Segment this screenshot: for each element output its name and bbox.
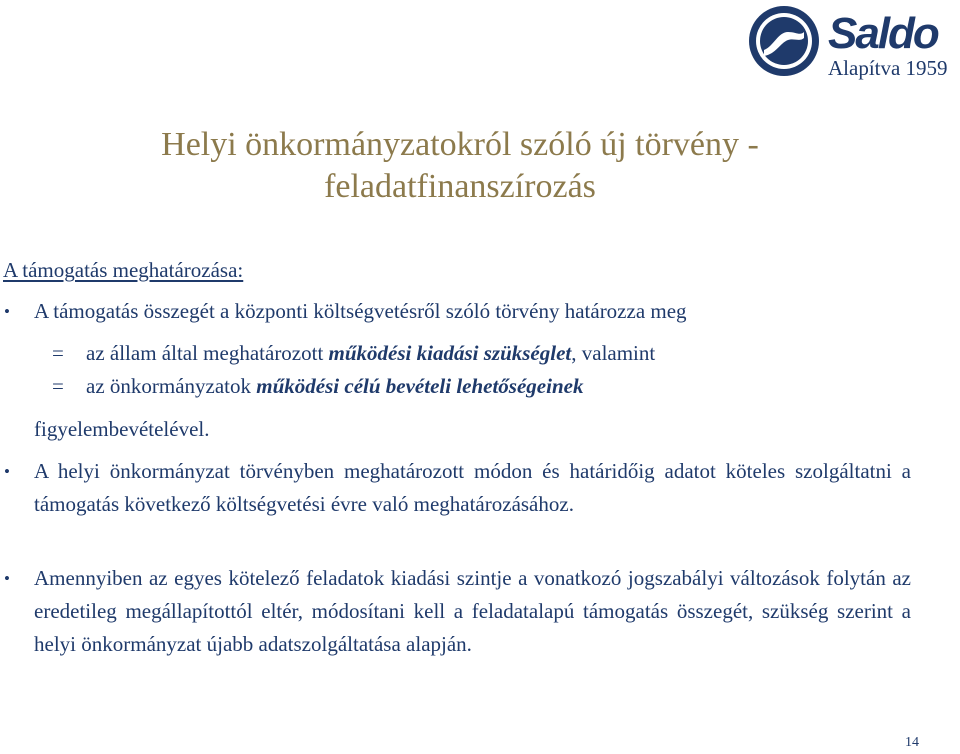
page-number: 14 [905,735,919,750]
sub-item-2-text-before: az önkormányzatok [86,374,257,398]
sub-item-2 [52,370,583,403]
logo-tagline: Alapítva 1959 [828,56,948,80]
bullet-marker: • [4,569,10,588]
logo-wordmark: Saldo [828,9,938,58]
saldo-logo [744,2,958,80]
sub-item-2-sign: = [52,374,64,398]
trailing-text: figyelembevételével. [34,417,210,441]
sub-item-1-text-before: az állam által meghatározott [86,341,329,365]
saldo-logo-mark [744,2,958,80]
slide-title [20,124,900,208]
bullet-item-3-text: Amennyiben az egyes kötelező feladatok kiadási szintje a vonatkozó jogszabályi változások folytán az eredetileg megállapítottól eltér, módosítani kell a feladatalapú támogatás összegét, szükség szerint a helyi önkormányzat újabb adatszolgáltatása alapján. [34,566,911,656]
bullet-marker: • [4,302,10,321]
slide-title-line-1: Helyi önkormányzatokról szóló új törvény - [161,126,759,163]
section-subheading: A támogatás meghatározása: [3,258,244,282]
sub-item-1-text-after: , valamint [571,341,656,365]
sub-item-1 [52,337,655,370]
bullet-marker: • [4,462,10,481]
sub-item-2-emphasis: működési célú bevételi lehetőségeinek [256,374,584,398]
sub-item-1-sign: = [52,341,64,365]
bullet-item-1-text: A támogatás összegét a központi költségvetésről szóló törvény határozza meg [34,299,687,323]
slide-title-line-2: feladatfinanszírozás [324,168,596,205]
sub-item-1-emphasis: működési kiadási szükséglet [328,341,572,365]
bullet-item-2-text: A helyi önkormányzat törvényben meghatározott módon és határidőig adatot köteles szolgáltatni a támogatás következő költségvetési évre való meghatározásához. [34,459,911,516]
